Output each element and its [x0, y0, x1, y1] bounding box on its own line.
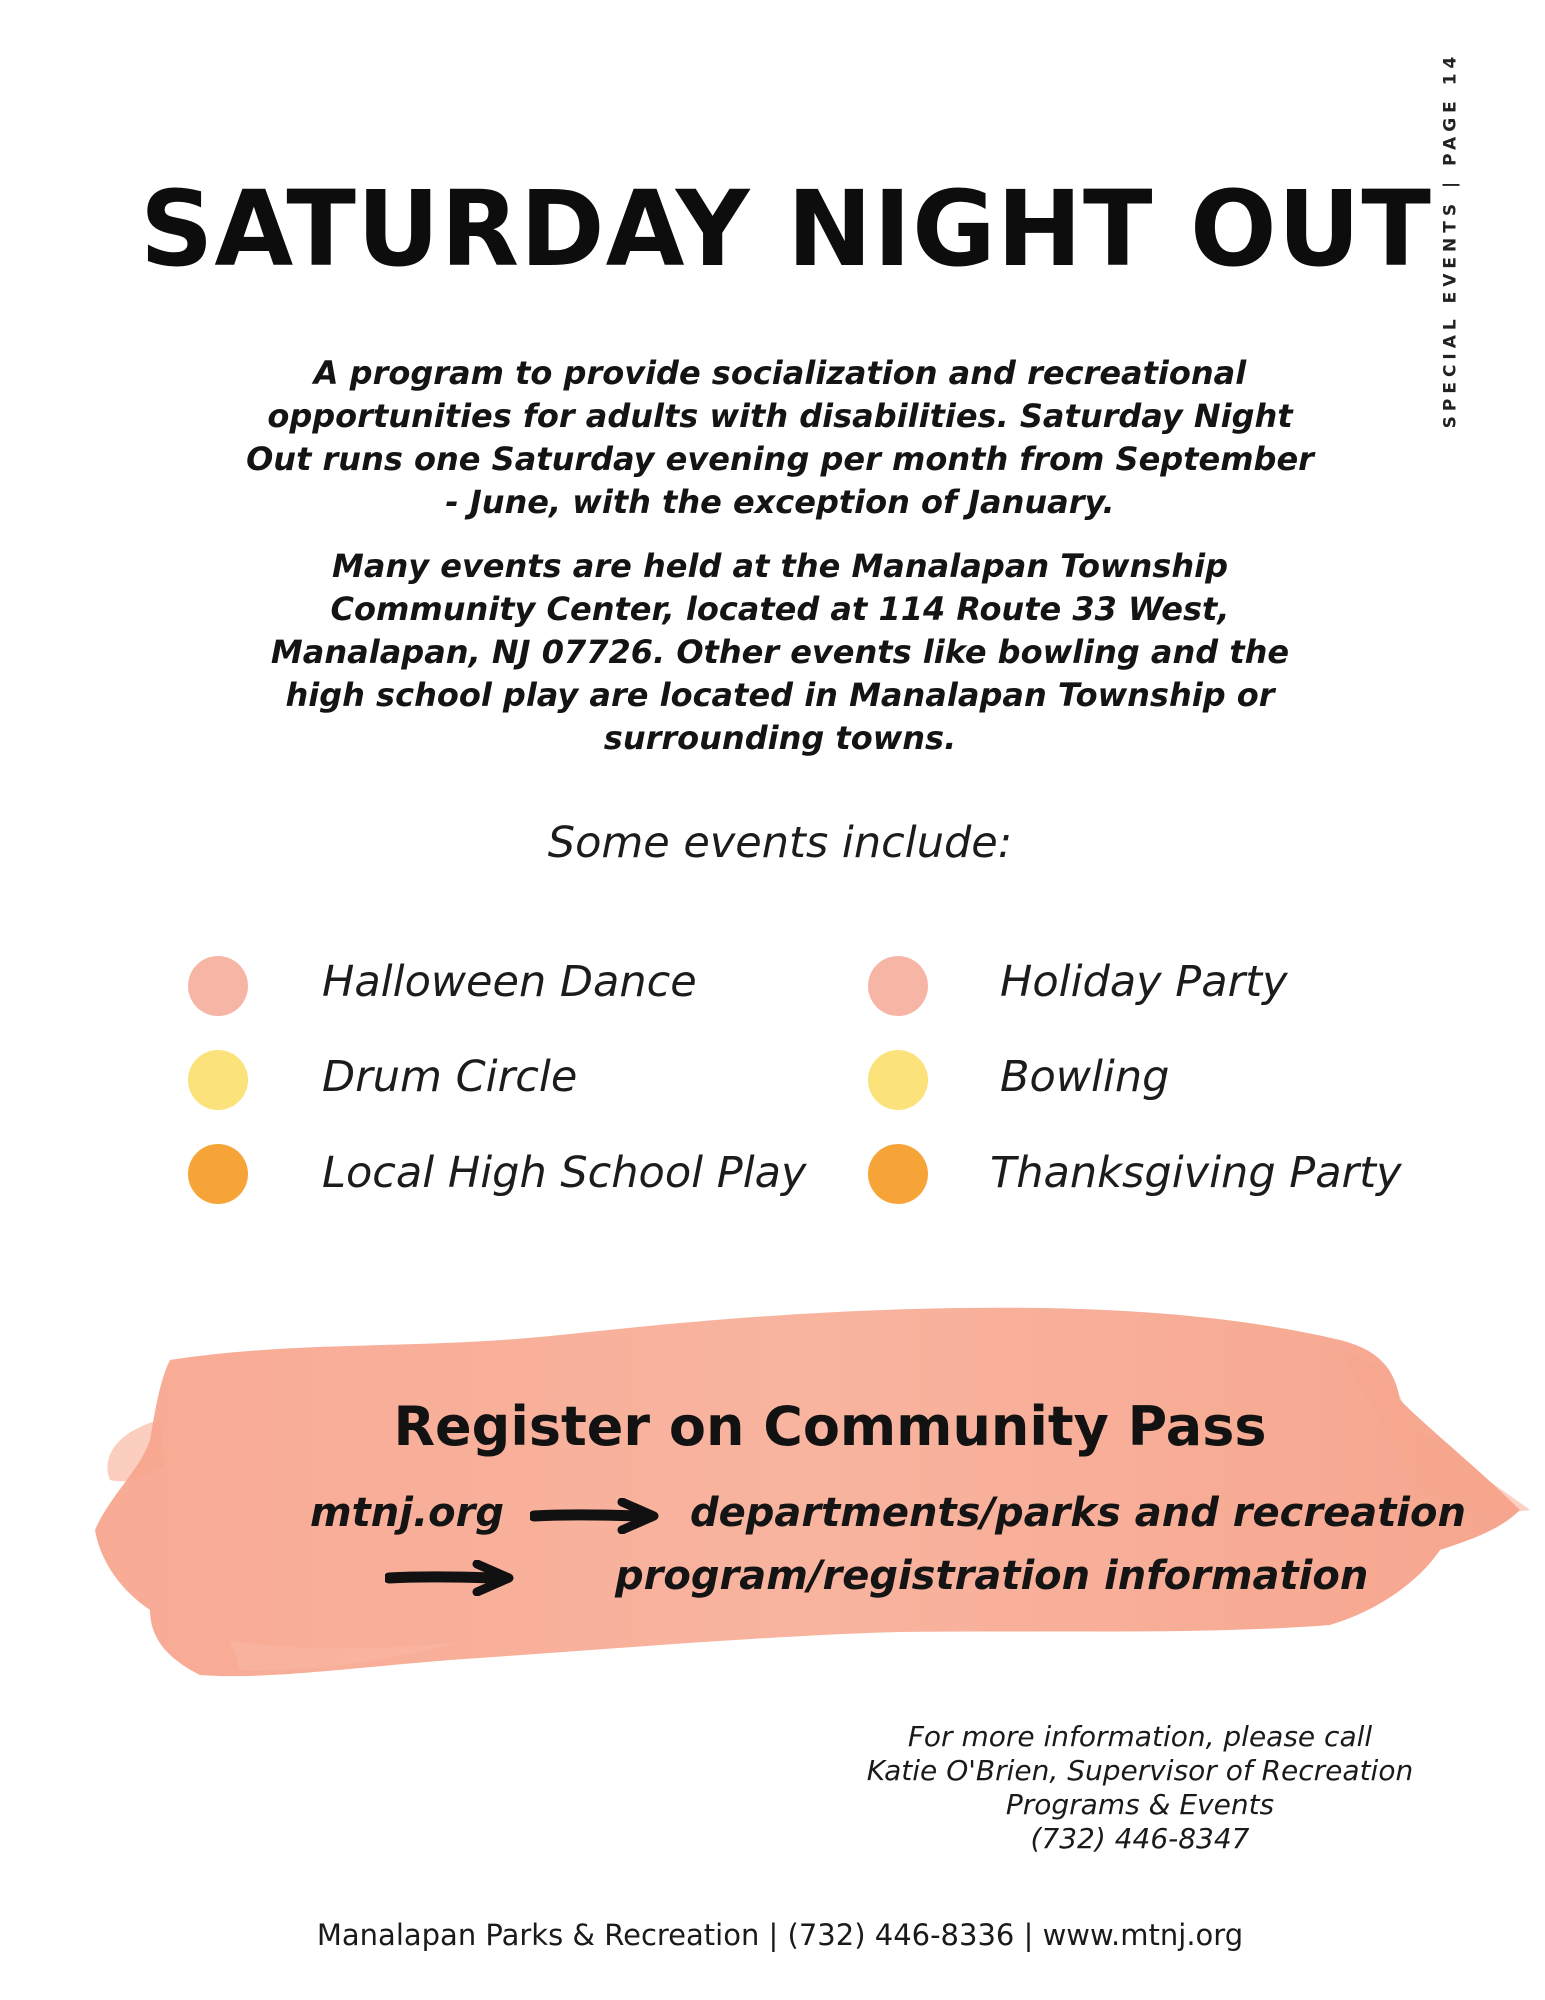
side-label-text: SPECIAL EVENTS | PAGE 14	[1440, 51, 1460, 429]
event-item-high-school-play: Local High School Play	[322, 1148, 807, 1198]
bullet-dot-icon	[188, 956, 248, 1016]
page-section-label	[1428, 50, 1472, 430]
event-item-thanksgiving-party: Thanksgiving Party	[990, 1148, 1402, 1198]
event-item-drum-circle: Drum Circle	[322, 1052, 578, 1102]
arrow-right-icon	[530, 1498, 660, 1534]
contact-line-3: Programs & Events	[1005, 1788, 1275, 1821]
contact-phone: (732) 446-8347	[1030, 1822, 1250, 1855]
arrow-right-icon	[385, 1560, 515, 1596]
register-step-departments: departments/parks and recreation	[690, 1490, 1466, 1536]
contact-line-1: For more information, please call	[907, 1720, 1373, 1753]
event-item-holiday-party: Holiday Party	[1000, 957, 1288, 1007]
bullet-dot-icon	[868, 1144, 928, 1204]
contact-line-2: Katie O'Brien, Supervisor of Recreation	[866, 1754, 1414, 1787]
page-title: SATURDAY NIGHT OUT	[140, 168, 1432, 290]
intro-paragraph-1: A program to provide socialization and recreational opportunities for adults with disabilities. Saturday Night Out runs one Saturday evening per month from September - June, with the exception of January.	[246, 354, 1314, 521]
intro-paragraph-2: Many events are held at the Manalapan Township Community Center, located at 114 Route 33 West, Manalapan, NJ 07726. Other events like bowling and the high school play are located in Manalapan Township or surrounding towns.	[270, 547, 1290, 757]
register-title: Register on Community Pass	[393, 1395, 1267, 1458]
bullet-dot-icon	[868, 956, 928, 1016]
register-link-mtnj[interactable]: mtnj.org	[310, 1490, 505, 1536]
contact-info	[840, 1720, 1440, 1856]
event-item-halloween-dance: Halloween Dance	[322, 957, 697, 1007]
footer: Manalapan Parks & Recreation | (732) 446-8336 | www.mtnj.org	[316, 1918, 1244, 1952]
events-heading: Some events include:	[547, 818, 1013, 868]
bullet-dot-icon	[188, 1144, 248, 1204]
bullet-dot-icon	[868, 1050, 928, 1110]
bullet-dot-icon	[188, 1050, 248, 1110]
event-item-bowling: Bowling	[1000, 1052, 1170, 1102]
register-step-program: program/registration information	[615, 1553, 1369, 1599]
